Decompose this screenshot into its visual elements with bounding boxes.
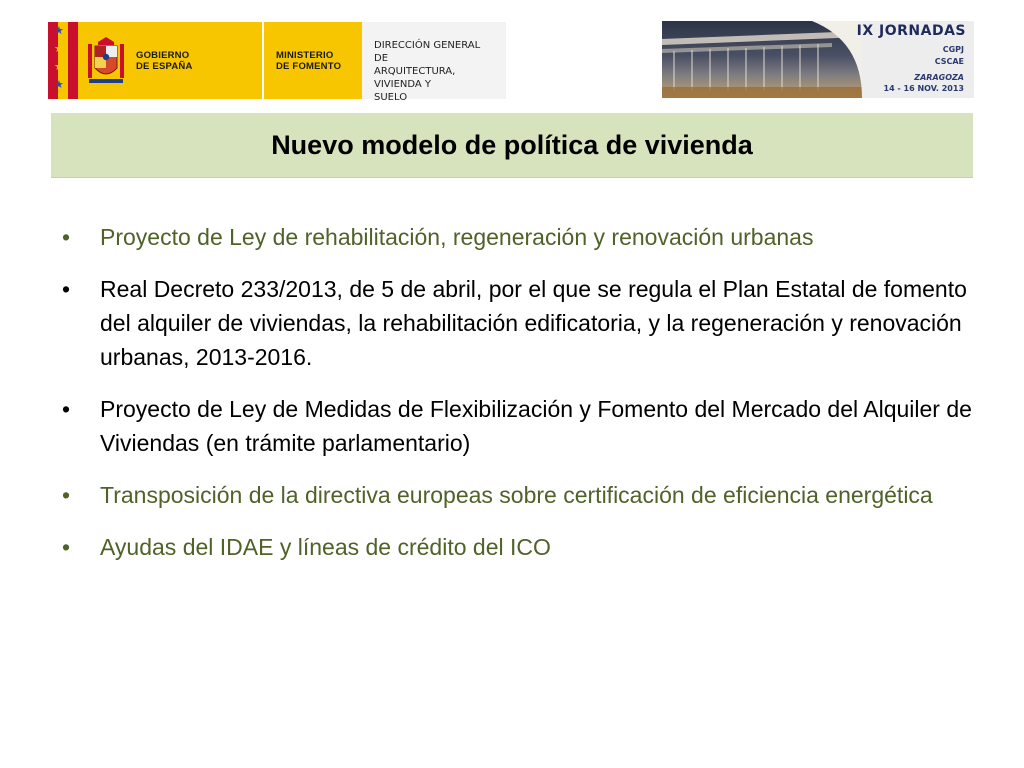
star-icon: ★ bbox=[54, 43, 64, 55]
bullet-item bbox=[62, 392, 972, 460]
bullet-icon: • bbox=[62, 534, 71, 560]
bullet-text: Real Decreto 233/2013, de 5 de abril, por el que se regula el Plan Estatal de fomento del alquiler de viviendas, la rehabilitación edificatoria, y la regeneración y renovación urbanas, 2013-2016. bbox=[100, 276, 967, 370]
bullet-text: Transposición de la directiva europeas sobre certificación de eficiencia energética bbox=[100, 482, 933, 508]
slide-title: Nuevo modelo de política de vivienda bbox=[271, 129, 753, 160]
direccion-general-text: DIRECCIÓN GENERAL DE ARQUITECTURA, VIVIENDA Y SUELO bbox=[374, 40, 481, 103]
ministerio-block bbox=[264, 22, 362, 99]
bullet-icon: • bbox=[62, 276, 71, 302]
gobierno-de-espana-text: GOBIERNO DE ESPAÑA bbox=[136, 49, 193, 72]
bullet-icon: • bbox=[62, 396, 71, 422]
government-logo bbox=[48, 22, 506, 103]
bullet-icon: • bbox=[62, 224, 71, 250]
bullet-item bbox=[62, 272, 972, 374]
banner-line-cgpj: CGPJ bbox=[942, 45, 964, 54]
coat-of-arms-icon bbox=[86, 36, 126, 86]
gobierno-block bbox=[78, 22, 264, 99]
bullet-text: Proyecto de Ley de Medidas de Flexibilización y Fomento del Mercado del Alquiler de Viviendas (en trámite parlamentario) bbox=[100, 396, 972, 456]
banner-line-dates: 14 - 16 NOV. 2013 bbox=[883, 84, 964, 93]
banner-line-cscae: CSCAE bbox=[934, 57, 964, 66]
bullet-icon: • bbox=[62, 482, 71, 508]
building-photo bbox=[662, 21, 862, 98]
slide-title-bar bbox=[51, 113, 973, 178]
star-icon: ★ bbox=[54, 79, 64, 91]
banner-line-city: ZARAGOZA bbox=[914, 73, 964, 82]
bullet-text: Ayudas del IDAE y líneas de crédito del ICO bbox=[100, 534, 551, 560]
star-icon: ★ bbox=[54, 25, 64, 37]
bullet-list bbox=[62, 220, 972, 582]
eu-flag-band bbox=[48, 22, 78, 99]
bullet-text: Proyecto de Ley de rehabilitación, regeneración y renovación urbanas bbox=[100, 224, 814, 250]
ministerio-de-fomento-text: MINISTERIO DE FOMENTO bbox=[276, 49, 342, 72]
bullet-item bbox=[62, 478, 972, 512]
bullet-item bbox=[62, 220, 972, 254]
star-icon: ★ bbox=[54, 61, 64, 73]
banner-title: IX JORNADAS bbox=[856, 23, 966, 39]
bullet-item bbox=[62, 530, 972, 564]
conference-banner bbox=[662, 21, 974, 98]
